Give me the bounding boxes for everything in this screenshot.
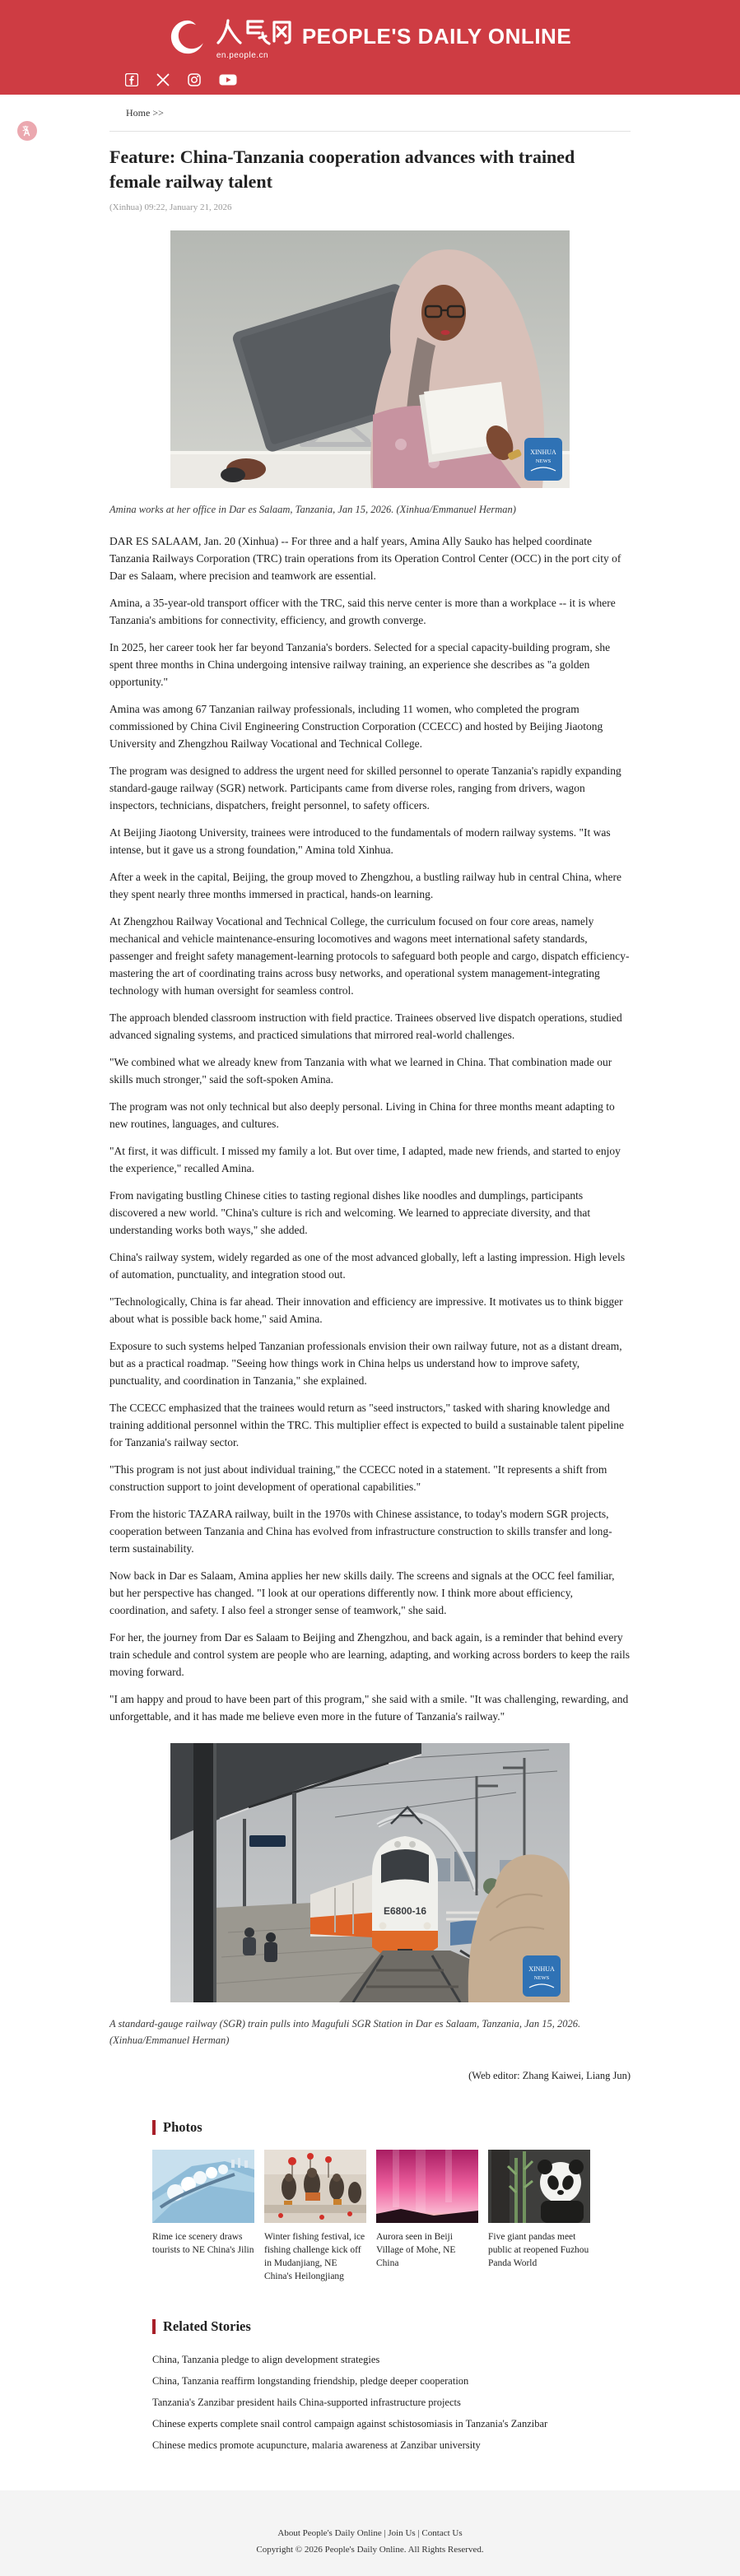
related-story-link[interactable]: China, Tanzania reaffirm longstanding friendship, pledge deeper cooperation	[152, 2375, 469, 2387]
peoples-daily-cn-wordmark-icon	[216, 18, 292, 50]
article-paragraph: "We combined what we already knew from Tanzania with what we learned in China. That combination made our skills much stronger," said the soft-spoken Amina.	[109, 1056, 612, 1086]
instagram-icon[interactable]	[188, 73, 201, 86]
photo-caption[interactable]: Rime ice scenery draws tourists to NE China's Jilin	[152, 2232, 254, 2255]
article-paragraph: "Technologically, China is far ahead. Their innovation and efficiency are impressive. It motivates us to think bigger about what is possible back home," said Amina.	[109, 1295, 623, 1325]
page-title: Feature: China-Tanzania cooperation advances with trained female railway talent	[109, 146, 575, 192]
article-paragraph: Now back in Dar es Salaam, Amina applies her new skills daily. The screens and signals at the OCC feel familiar, but her perspective has changed. "I look at our operations differently now. I think more about efficiency, coordination, and safety. I also feel a stronger sense of teamwork," she said.	[109, 1569, 615, 1616]
article-paragraph: DAR ES SALAAM, Jan. 20 (Xinhua) -- For three and a half years, Amina Ally Sauko has helped coordinate Tanzania Railways Corporation (TRC) train operations from its Operation Control Center (OCC) in the port city of Dar es Salaam, where precision and teamwork are essential.	[109, 535, 621, 582]
footer-link-join-us[interactable]: Join Us |	[388, 2528, 421, 2538]
footer-links	[0, 2528, 740, 2538]
article-paragraph: The program was not only technical but also deeply personal. Living in China for three months meant adapting to new routines, languages, and cultures.	[109, 1100, 615, 1130]
article-container	[109, 145, 631, 2082]
photos-section	[152, 2120, 592, 2283]
xinhua-badge	[524, 438, 562, 481]
web-editor-credit: (Web editor: Zhang Kaiwei, Liang Jun)	[468, 2070, 631, 2081]
article-paragraph: At Zhengzhou Railway Vocational and Technical College, the curriculum focused on four core areas, namely mechanical and vehicle maintenance-ensuring locomotives and wagons meet international safety standards, passenger and freight safety management-learning protocols to safeguard both people and cargo, dispatch efficiency-mastering the art of coordinating trains across busy networks, and operational system management-integrating technology with human oversight for seamless control.	[109, 915, 630, 997]
footer-link-contact-us[interactable]: Contact Us	[421, 2528, 463, 2538]
facebook-icon[interactable]	[125, 73, 138, 86]
winter-fishing-thumbnail[interactable]	[264, 2150, 366, 2223]
article-paragraph: The program was designed to address the urgent need for skilled personnel to operate Tanzania's rapidly expanding standard-gauge railway (SGR) network. Participants came from diverse roles, ranging from drivers, wagon inspectors, technicians, dispatchers, freight personnel, to safety officers.	[109, 765, 621, 811]
article-byline: (Xinhua) 09:22, January 21, 2026	[109, 202, 232, 212]
article-paragraph: "I am happy and proud to have been part of this program," she said with a smile. "It was challenging, rewarding, and unforgettable, and it has made me believe even more in the future of Tanzania's railway."	[109, 1693, 629, 1723]
photo-card-rime-ice[interactable]	[152, 2150, 254, 2283]
related-stories-heading: Related Stories	[152, 2319, 592, 2334]
translate-icon	[21, 124, 34, 137]
related-stories-list	[152, 2349, 592, 2456]
related-stories-section	[152, 2319, 592, 2456]
photo-caption[interactable]: Aurora seen in Beiji Village of Mohe, NE China	[376, 2232, 456, 2268]
article-paragraph: From the historic TAZARA railway, built in the 1970s with Chinese assistance, to today's modern SGR projects, cooperation between Tanzania and China has evolved from infrastructure construction to skills transfer and long-term sustainability.	[109, 1508, 612, 1555]
rime-ice-thumbnail[interactable]	[152, 2150, 254, 2223]
figure-caption: A standard-gauge railway (SGR) train pulls into Magufuli SGR Station in Dar es Salaam, Tanzania, Jan 15, 2026. (Xinhua/Emmanuel Herman)	[109, 2018, 581, 2046]
article-paragraph: The approach blended classroom instruction with field practice. Trainees observed live dispatch operations, studied advanced signaling systems, and practiced simulations that mirrored real-world challenges.	[109, 1011, 622, 1041]
photo-card-winter-fishing[interactable]	[264, 2150, 366, 2283]
copyright-notice: Copyright © 2026 People's Daily Online. All Rights Reserved.	[256, 2545, 484, 2555]
article-paragraph: From navigating bustling Chinese cities to tasting regional dishes like noodles and dumplings, participants discovered a new world. "China's culture is rich and welcoming. We learned to appreciate diversity, and that understanding works both ways," she added.	[109, 1189, 591, 1236]
article-paragraph: "This program is not just about individual training," the CCECC noted in a statement. "It represents a shift from construction support to joint development of operational capabilities."	[109, 1463, 607, 1493]
panda-thumbnail[interactable]	[488, 2150, 590, 2223]
photo-card-aurora[interactable]	[376, 2150, 478, 2283]
figure-caption: Amina works at her office in Dar es Salaam, Tanzania, Jan 15, 2026. (Xinhua/Emmanuel Herman)	[109, 504, 516, 515]
article-paragraph: In 2025, her career took her far beyond Tanzania's borders. Selected for a special capacity-building program, she spent three months in China undergoing intensive railway training, an experience she describes as "a golden opportunity."	[109, 641, 611, 688]
social-icons-row	[125, 73, 237, 86]
site-logo[interactable]	[0, 0, 740, 60]
breadcrumb-bar	[0, 95, 740, 131]
aurora-thumbnail[interactable]	[376, 2150, 478, 2223]
peoples-daily-swirl-icon	[169, 18, 207, 60]
breadcrumb[interactable]: Home >>	[126, 107, 164, 119]
article-paragraph: The CCECC emphasized that the trainees would return as "seed instructors," tasked with sharing knowledge and training additional personnel within the TRC. This multiplier effect is expected to build a sustainable talent pipeline for Tanzania's railway sector.	[109, 1402, 624, 1448]
article-paragraph: "At first, it was difficult. I missed my family a lot. But over time, I adapted, made new friends, and started to enjoy the experience," recalled Amina.	[109, 1145, 621, 1174]
svg-text:NEWS: NEWS	[533, 1975, 550, 1981]
photo-caption[interactable]: Five giant pandas meet public at reopened Fuzhou Panda World	[488, 2232, 589, 2268]
article-body	[109, 532, 631, 1725]
youtube-icon[interactable]	[219, 73, 237, 86]
article-photo-amina-office	[170, 230, 570, 488]
svg-text:XINHUA: XINHUA	[528, 1965, 555, 1973]
xinhua-badge	[523, 1955, 561, 1997]
related-story-link[interactable]: Tanzania's Zanzibar president hails China-supported infrastructure projects	[152, 2397, 461, 2408]
logo-domain-text: en.people.cn	[216, 51, 269, 60]
article-figure-amina	[109, 230, 631, 518]
logo-english-wordmark: PEOPLE'S DAILY ONLINE	[301, 24, 572, 49]
footer-link-about[interactable]: About People's Daily Online |	[277, 2528, 388, 2538]
svg-text:E6800-16: E6800-16	[383, 1905, 427, 1917]
photo-card-pandas[interactable]	[488, 2150, 590, 2283]
article-paragraph: China's railway system, widely regarded as one of the most advanced globally, left a lasting impression. High levels of automation, punctuality, and integration stood out.	[109, 1251, 626, 1281]
translate-button[interactable]	[17, 121, 37, 141]
site-footer	[0, 2490, 740, 2576]
related-story-link[interactable]: Chinese medics promote acupuncture, malaria awareness at Zanzibar university	[152, 2439, 481, 2451]
svg-text:XINHUA: XINHUA	[530, 449, 556, 456]
x-twitter-icon[interactable]	[156, 73, 170, 86]
svg-text:NEWS: NEWS	[535, 458, 552, 464]
photo-caption[interactable]: Winter fishing festival, ice fishing challenge kick off in Mudanjiang, NE China's Heilongjiang	[264, 2232, 365, 2281]
article-photo-sgr-train	[170, 1743, 570, 2002]
site-header	[0, 0, 740, 95]
related-story-link[interactable]: China, Tanzania pledge to align development strategies	[152, 2354, 380, 2365]
photos-heading: Photos	[152, 2120, 592, 2135]
related-story-link[interactable]: Chinese experts complete snail control campaign against schistosomiasis in Tanzania's Zanzibar	[152, 2418, 548, 2430]
article-paragraph: After a week in the capital, Beijing, the group moved to Zhengzhou, a bustling railway hub in central China, where they spent nearly three months immersed in practical, hands-on learning.	[109, 871, 621, 900]
article-paragraph: Amina was among 67 Tanzanian railway professionals, including 11 women, who completed the program commissioned by China Civil Engineering Construction Corporation (CCECC) and hosted by Beijing Jiaotong University and Zhengzhou Railway Vocational and Technical College.	[109, 703, 603, 750]
article-paragraph: For her, the journey from Dar es Salaam to Beijing and Zhengzhou, and back again, is a reminder that behind every train schedule and control system are people who are learning, adapting, and working across borders to keep the rails moving forward.	[109, 1631, 631, 1678]
article-paragraph: At Beijing Jiaotong University, trainees were introduced to the fundamentals of modern railway systems. "It was intense, but it gave us a strong foundation," Amina told Xinhua.	[109, 826, 611, 856]
article-paragraph: Amina, a 35-year-old transport officer with the TRC, said this nerve center is more than a workplace -- it is where Tanzania's ambitions for connectivity, efficiency, and growth converge.	[109, 597, 616, 626]
photos-grid	[152, 2150, 592, 2283]
article-paragraph: Exposure to such systems helped Tanzanian professionals envision their own railway future, not as a distant dream, but as a practical roadmap. "Seeing how things work in China helps us understand how to improve safety, punctuality, and coordination in Tanzania," she explained.	[109, 1340, 622, 1387]
divider	[109, 131, 631, 132]
article-figure-train	[109, 1743, 631, 2048]
